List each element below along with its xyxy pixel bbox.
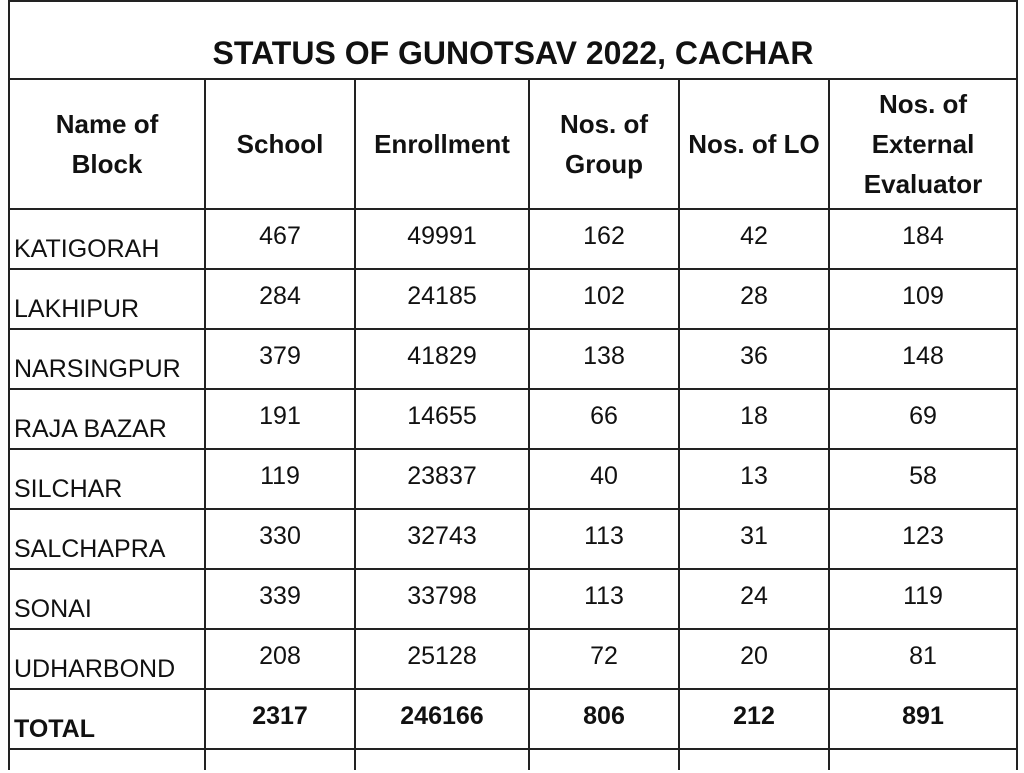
- table-row: [9, 269, 1017, 329]
- column-header-line: Group: [565, 149, 643, 179]
- column-header: [205, 79, 355, 209]
- value-cell: 23837: [355, 449, 529, 509]
- column-header-line: School: [236, 129, 324, 159]
- value-cell: 49991: [355, 209, 529, 269]
- value-cell: 66: [529, 389, 679, 449]
- value-cell: 20: [679, 629, 829, 689]
- value-cell: 2317: [205, 689, 355, 749]
- value-cell: 33798: [355, 569, 529, 629]
- column-header-line: External: [871, 129, 975, 159]
- block-name-cell: KATIGORAH: [9, 209, 205, 269]
- value-cell: 81: [829, 629, 1017, 689]
- value-cell: 119: [829, 569, 1017, 629]
- column-header-line: Enrollment: [374, 129, 510, 159]
- block-name-cell: LAKHIPUR: [9, 269, 205, 329]
- column-header: [829, 79, 1017, 209]
- value-cell: 284: [205, 269, 355, 329]
- block-name-cell: SILCHAR: [9, 449, 205, 509]
- column-header: [679, 79, 829, 209]
- table-row: [9, 509, 1017, 569]
- value-cell: 148: [829, 329, 1017, 389]
- empty-cell: [679, 749, 829, 770]
- block-name-cell: SALCHAPRA: [9, 509, 205, 569]
- value-cell: 246166: [355, 689, 529, 749]
- block-name-cell: RAJA BAZAR: [9, 389, 205, 449]
- column-header: [355, 79, 529, 209]
- table-row-cutoff: [9, 749, 1017, 770]
- value-cell: 212: [679, 689, 829, 749]
- value-cell: 119: [205, 449, 355, 509]
- column-header: [9, 79, 205, 209]
- value-cell: 123: [829, 509, 1017, 569]
- header-row: [9, 79, 1017, 209]
- value-cell: 13: [679, 449, 829, 509]
- value-cell: 28: [679, 269, 829, 329]
- column-header-line: Block: [71, 149, 143, 179]
- value-cell: 379: [205, 329, 355, 389]
- column-header-line: Nos. of LO: [688, 129, 820, 159]
- value-cell: 806: [529, 689, 679, 749]
- value-cell: 72: [529, 629, 679, 689]
- block-name-cell: NARSINGPUR: [9, 329, 205, 389]
- table-row: [9, 629, 1017, 689]
- column-header-line: Nos. of: [559, 109, 649, 139]
- total-row: [9, 689, 1017, 749]
- value-cell: 31: [679, 509, 829, 569]
- table-row: [9, 209, 1017, 269]
- value-cell: 69: [829, 389, 1017, 449]
- value-cell: 467: [205, 209, 355, 269]
- value-cell: 113: [529, 509, 679, 569]
- value-cell: 191: [205, 389, 355, 449]
- value-cell: 102: [529, 269, 679, 329]
- block-name-cell: SONAI: [9, 569, 205, 629]
- column-header: [529, 79, 679, 209]
- empty-cell: [355, 749, 529, 770]
- table-row: [9, 389, 1017, 449]
- value-cell: 41829: [355, 329, 529, 389]
- value-cell: 24: [679, 569, 829, 629]
- table-row: [9, 449, 1017, 509]
- empty-cell: [9, 749, 205, 770]
- value-cell: 24185: [355, 269, 529, 329]
- value-cell: 25128: [355, 629, 529, 689]
- column-header-line: Nos. of: [878, 89, 968, 119]
- value-cell: 109: [829, 269, 1017, 329]
- value-cell: 40: [529, 449, 679, 509]
- value-cell: 162: [529, 209, 679, 269]
- value-cell: 14655: [355, 389, 529, 449]
- table-title: STATUS OF GUNOTSAV 2022, CACHAR: [9, 1, 1017, 79]
- value-cell: 18: [679, 389, 829, 449]
- value-cell: 113: [529, 569, 679, 629]
- value-cell: 184: [829, 209, 1017, 269]
- value-cell: 330: [205, 509, 355, 569]
- value-cell: 42: [679, 209, 829, 269]
- empty-cell: [829, 749, 1017, 770]
- block-name-cell: TOTAL: [9, 689, 205, 749]
- column-header-line: Name of: [55, 109, 159, 139]
- value-cell: 58: [829, 449, 1017, 509]
- value-cell: 339: [205, 569, 355, 629]
- block-name-cell: UDHARBOND: [9, 629, 205, 689]
- value-cell: 891: [829, 689, 1017, 749]
- column-header-line: Evaluator: [863, 169, 983, 199]
- status-table-sheet: [8, 0, 1016, 773]
- empty-cell: [529, 749, 679, 770]
- table-row: [9, 569, 1017, 629]
- empty-cell: [205, 749, 355, 770]
- status-table: [8, 0, 1018, 770]
- value-cell: 36: [679, 329, 829, 389]
- value-cell: 208: [205, 629, 355, 689]
- table-row: [9, 329, 1017, 389]
- value-cell: 32743: [355, 509, 529, 569]
- value-cell: 138: [529, 329, 679, 389]
